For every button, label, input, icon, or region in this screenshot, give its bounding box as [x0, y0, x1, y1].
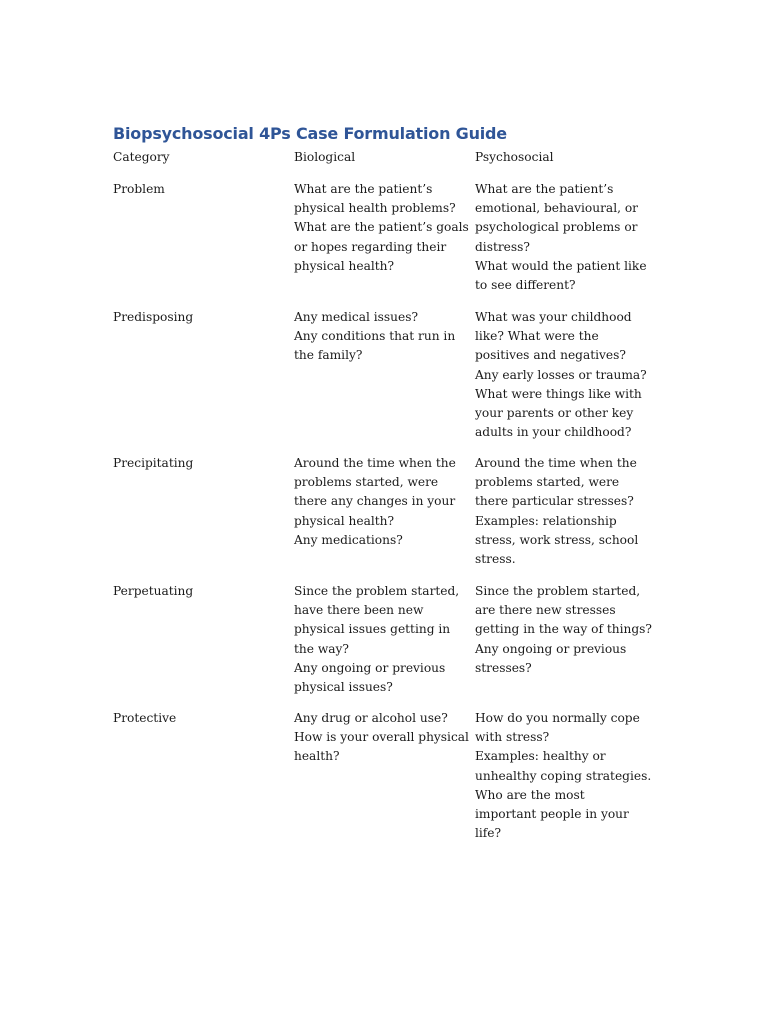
cell-line: Who are the most [475, 787, 585, 802]
document-title: Biopsychosocial 4Ps Case Formulation Guide [113, 124, 507, 143]
cell-line: stress. [475, 552, 516, 567]
cell-line: How is your overall physical [294, 730, 469, 745]
cell-line: health? [294, 749, 340, 764]
row-psychosocial-protective [475, 709, 651, 843]
cell-line: Any drug or alcohol use? [294, 711, 448, 725]
header-category: Category [113, 150, 170, 164]
cell-line: stresses? [475, 660, 532, 675]
cell-line: Examples: relationship [475, 513, 617, 528]
row-category-predisposing: Predisposing [113, 310, 194, 324]
cell-line: with stress? [475, 730, 550, 745]
cell-line: Any early losses or trauma? [475, 367, 647, 382]
cell-line: problems started, were [294, 475, 439, 490]
cell-line: physical health? [294, 513, 395, 528]
row-psychosocial-perpetuating [475, 582, 652, 678]
cell-line: Any ongoing or previous [475, 641, 627, 656]
cell-line: positives and negatives? [475, 348, 626, 363]
cell-line: important people in your [475, 807, 629, 822]
cell-line: psychological problems or [475, 220, 638, 235]
cell-line: What are the patient’s goals [294, 220, 469, 235]
header-biological: Biological [294, 150, 356, 164]
cell-line: Any medical issues? [294, 310, 418, 324]
cell-line: like? What were the [475, 329, 599, 344]
cell-line: unhealthy coping strategies. [475, 768, 652, 783]
cell-line: Any conditions that run in [294, 329, 456, 344]
cell-line: What were things like with [475, 386, 642, 401]
cell-line: Any ongoing or previous [294, 660, 446, 675]
cell-line: physical issues getting in [294, 622, 451, 637]
cell-line: have there been new [294, 603, 424, 618]
cell-line: the way? [294, 641, 349, 656]
cell-line: physical health problems? [294, 201, 456, 216]
cell-line: stress, work stress, school [475, 532, 639, 547]
cell-line: What would the patient like [475, 258, 647, 273]
cell-line: How do you normally cope [475, 711, 640, 725]
cell-line: distress? [475, 239, 530, 254]
cell-line: physical issues? [294, 680, 393, 695]
cell-line: What was your childhood [475, 310, 632, 324]
row-category-precipitating: Precipitating [113, 456, 194, 470]
row-psychosocial-predisposing [475, 308, 647, 442]
cell-line: to see different? [475, 278, 576, 293]
cell-line: the family? [294, 348, 363, 363]
cell-line: getting in the way of things? [475, 622, 652, 637]
cell-line: Since the problem started, [294, 584, 460, 598]
cell-line: Any medications? [294, 532, 403, 547]
cell-line: What are the patient’s [475, 182, 614, 196]
row-category-protective: Protective [113, 711, 177, 725]
row-psychosocial-problem [475, 180, 647, 295]
cell-line: Around the time when the [475, 456, 637, 470]
row-category-perpetuating: Perpetuating [113, 584, 194, 598]
cell-line: your parents or other key [475, 406, 634, 421]
cell-line: physical health? [294, 258, 395, 273]
row-biological-protective [294, 709, 469, 767]
cell-line: or hopes regarding their [294, 239, 447, 254]
cell-line: Since the problem started, [475, 584, 641, 598]
row-biological-predisposing [294, 308, 455, 366]
row-biological-problem [294, 180, 469, 276]
cell-line: What are the patient’s [294, 182, 433, 196]
cell-line: Around the time when the [294, 456, 456, 470]
cell-line: are there new stresses [475, 603, 616, 618]
cell-line: adults in your childhood? [475, 425, 632, 440]
cell-line: life? [475, 826, 502, 841]
cell-line: there any changes in your [294, 494, 456, 509]
cell-line: emotional, behavioural, or [475, 201, 639, 216]
row-biological-precipitating [294, 454, 456, 550]
row-psychosocial-precipitating [475, 454, 638, 569]
header-psychosocial: Psychosocial [475, 150, 554, 164]
row-category-problem: Problem [113, 182, 165, 196]
cell-line: there particular stresses? [475, 494, 634, 509]
cell-line: Examples: healthy or [475, 749, 606, 764]
row-biological-perpetuating [294, 582, 459, 697]
cell-line: problems started, were [475, 475, 620, 490]
